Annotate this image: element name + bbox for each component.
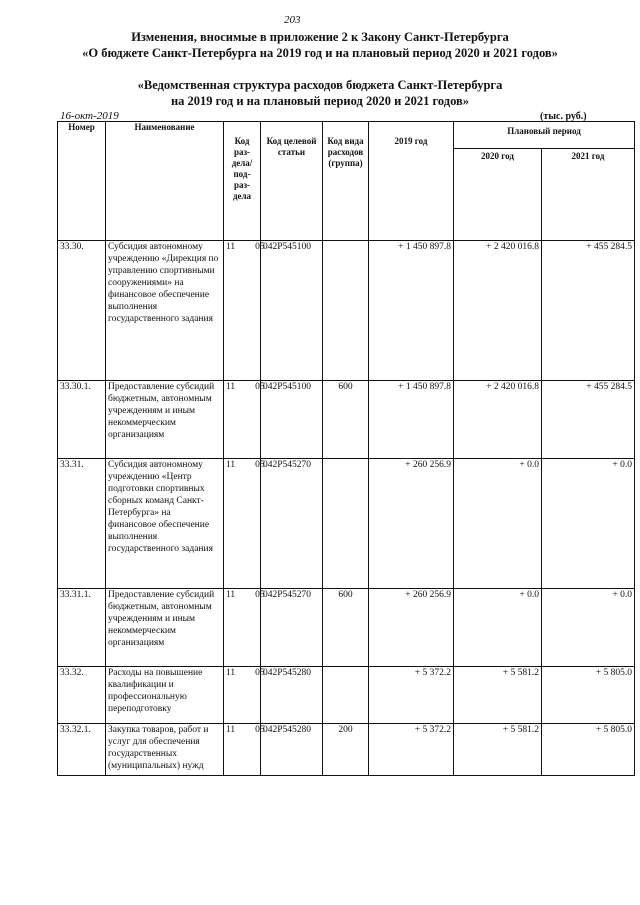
row-expense-code: [323, 459, 369, 589]
row-value-2021: + 455 284.5: [542, 381, 635, 459]
row-number: 33.30.: [58, 241, 106, 381]
table-row: [58, 381, 635, 459]
row-value-2020: + 5 581.2: [454, 724, 542, 776]
document-subtitle-line-2: на 2019 год и на плановый период 2020 и 2021 годов»: [170, 94, 470, 108]
row-value-2019: + 1 450 897.8: [369, 241, 454, 381]
units-label: (тыс. руб.): [540, 111, 587, 122]
header-year-2019: 2019 год: [369, 122, 454, 241]
row-value-2021: + 455 284.5: [542, 241, 635, 381]
row-target-code: 042P545100: [261, 241, 323, 381]
row-name: Расходы на повышение квалификации и профессиональную переподготовку: [106, 667, 224, 724]
row-expense-code: 600: [323, 589, 369, 667]
header-section-code: Код раз- дела/ под- раз- дела: [224, 122, 261, 241]
page-number: 203: [284, 14, 301, 26]
budget-table: [57, 121, 635, 776]
table-row: [58, 241, 635, 381]
row-name: Субсидия автономному учреждению «Центр подготовки спортивных сборных команд Санкт-Петербурга» на финансовое обеспечение выполнения государственного задания: [106, 459, 224, 589]
row-number: 33.30.1.: [58, 381, 106, 459]
row-name: Закупка товаров, работ и услуг для обеспечения государственных (муниципальных) нужд: [106, 724, 224, 776]
row-value-2021: + 0.0: [542, 589, 635, 667]
row-section-code: 11 05: [224, 459, 261, 589]
row-number: 33.31.1.: [58, 589, 106, 667]
row-expense-code: [323, 667, 369, 724]
document-title-line-2: «О бюджете Санкт-Петербурга на 2019 год и на плановый период 2020 и 2021 годов»: [82, 46, 558, 60]
row-value-2019: + 5 372.2: [369, 724, 454, 776]
document-subtitle-line-1: «Ведомственная структура расходов бюджета Санкт-Петербурга: [137, 78, 503, 92]
header-target-code: Код целевой статьи: [261, 122, 323, 241]
header-year-2021: 2021 год: [542, 149, 635, 241]
row-value-2020: + 0.0: [454, 589, 542, 667]
row-section-code: 11 05: [224, 724, 261, 776]
row-value-2020: + 5 581.2: [454, 667, 542, 724]
row-value-2020: + 2 420 016.8: [454, 381, 542, 459]
header-name: Наименование: [106, 122, 224, 241]
row-value-2019: + 260 256.9: [369, 459, 454, 589]
row-expense-code: [323, 241, 369, 381]
row-value-2021: + 5 805.0: [542, 724, 635, 776]
row-section-code: 11 05: [224, 667, 261, 724]
row-target-code: 042P545270: [261, 459, 323, 589]
header-expense-code: Код вида расходов (группа): [323, 122, 369, 241]
row-target-code: 042P545270: [261, 589, 323, 667]
row-value-2019: + 260 256.9: [369, 589, 454, 667]
row-number: 33.32.: [58, 667, 106, 724]
row-number: 33.31.: [58, 459, 106, 589]
document-title-line-1: Изменения, вносимые в приложение 2 к Закону Санкт-Петербурга: [131, 30, 509, 44]
row-name: Субсидия автономному учреждению «Дирекция по управлению спортивными сооружениями» на финансовое обеспечение выполнения государственного задания: [106, 241, 224, 381]
table-row: [58, 667, 635, 724]
table-row: [58, 724, 635, 776]
row-target-code: 042P545100: [261, 381, 323, 459]
header-number: Номер: [58, 122, 106, 241]
row-value-2020: + 0.0: [454, 459, 542, 589]
table-row: [58, 459, 635, 589]
row-target-code: 042P545280: [261, 667, 323, 724]
header-year-2020: 2020 год: [454, 149, 542, 241]
row-target-code: 042P545280: [261, 724, 323, 776]
row-value-2019: + 1 450 897.8: [369, 381, 454, 459]
table-row: [58, 589, 635, 667]
row-expense-code: 200: [323, 724, 369, 776]
row-value-2021: + 5 805.0: [542, 667, 635, 724]
row-name: Предоставление субсидий бюджетным, автономным учреждениям и иным некоммерческим организациям: [106, 589, 224, 667]
row-value-2020: + 2 420 016.8: [454, 241, 542, 381]
header-planned-period: Плановый период: [454, 122, 635, 149]
row-value-2021: + 0.0: [542, 459, 635, 589]
row-name: Предоставление субсидий бюджетным, автономным учреждениям и иным некоммерческим организациям: [106, 381, 224, 459]
row-section-code: 11 05: [224, 381, 261, 459]
row-section-code: 11 05: [224, 241, 261, 381]
row-number: 33.32.1.: [58, 724, 106, 776]
row-expense-code: 600: [323, 381, 369, 459]
document-date: 16-окт-2019: [60, 110, 119, 122]
row-value-2019: + 5 372.2: [369, 667, 454, 724]
row-section-code: 11 05: [224, 589, 261, 667]
